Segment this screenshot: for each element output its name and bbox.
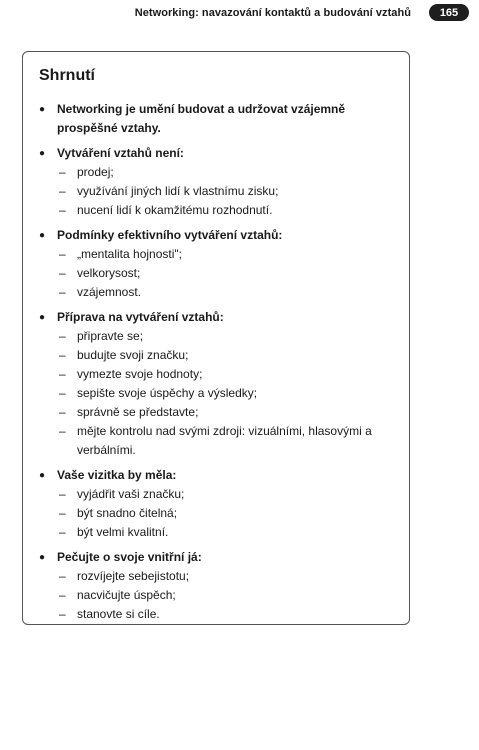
list-item-text: být snadno čitelná; — [77, 506, 178, 520]
list-item-text: mějte kontrolu nad svými zdroji: vizuálními, hlasovými a verbálními. — [77, 424, 372, 457]
list-item — [39, 264, 395, 283]
list-item-text: rozvíjejte sebejistotu; — [77, 569, 190, 583]
list-item — [39, 504, 395, 523]
section-heading-row — [39, 466, 395, 485]
dash-icon: – — [59, 405, 66, 419]
list-item-text: budujte svoji značku; — [77, 348, 189, 362]
list-item — [39, 485, 395, 504]
list-item — [39, 365, 395, 384]
list-item — [39, 201, 395, 220]
summary-section — [39, 548, 395, 624]
list-item-text: sepište svoje úspěchy a výsledky; — [77, 386, 258, 400]
bullet-icon: ● — [39, 104, 46, 115]
summary-section — [39, 100, 395, 138]
sub-list — [39, 485, 395, 542]
bullet-icon: ● — [39, 148, 46, 159]
list-item — [39, 605, 395, 624]
dash-icon: – — [59, 607, 66, 621]
dash-icon: – — [59, 329, 66, 343]
list-item-text: stanovte si cíle. — [77, 607, 160, 621]
section-heading-row — [39, 308, 395, 327]
list-item — [39, 403, 395, 422]
dash-icon: – — [59, 487, 66, 501]
dash-icon: – — [59, 506, 66, 520]
dash-icon: – — [59, 367, 66, 381]
list-item-text: nucení lidí k okamžitému rozhodnutí. — [77, 203, 273, 217]
sub-list — [39, 245, 395, 302]
bullet-icon: ● — [39, 470, 46, 481]
bullet-icon: ● — [39, 552, 46, 563]
page-number-badge: 165 — [429, 4, 469, 21]
dash-icon: – — [59, 266, 66, 280]
dash-icon: – — [59, 165, 66, 179]
summary-section — [39, 144, 395, 220]
list-item — [39, 384, 395, 403]
section-heading: Podmínky efektivního vytváření vztahů: — [57, 228, 283, 242]
section-heading: Příprava na vytváření vztahů: — [57, 310, 224, 324]
summary-title: Shrnutí — [39, 67, 95, 84]
summary-section — [39, 226, 395, 302]
list-item-text: nacvičujte úspěch; — [77, 588, 176, 602]
section-heading: Vytváření vztahů není: — [57, 146, 184, 160]
list-item-text: vymezte svoje hodnoty; — [77, 367, 203, 381]
section-heading-row — [39, 144, 395, 163]
section-heading-row — [39, 548, 395, 567]
dash-icon: – — [59, 203, 66, 217]
section-heading: Networking je umění budovat a udržovat vzájemně prospěšné vztahy. — [57, 102, 346, 135]
list-item — [39, 346, 395, 365]
summary-section — [39, 308, 395, 460]
list-item-text: „mentalita hojnosti"; — [77, 247, 182, 261]
sub-list — [39, 327, 395, 460]
dash-icon: – — [59, 184, 66, 198]
list-item — [39, 245, 395, 264]
section-heading-row — [39, 226, 395, 245]
list-item-text: připravte se; — [77, 329, 144, 343]
list-item — [39, 182, 395, 201]
running-title: Networking: navazování kontaktů a budování vztahů — [134, 6, 411, 19]
dash-icon: – — [59, 525, 66, 539]
list-item-text: využívání jiných lidí k vlastnímu zisku; — [77, 184, 279, 198]
list-item — [39, 523, 395, 542]
list-item — [39, 567, 395, 586]
bullet-icon: ● — [39, 230, 46, 241]
list-item — [39, 327, 395, 346]
list-item-text: správně se představte; — [77, 405, 199, 419]
list-item-text: vyjádřit vaši značku; — [77, 487, 185, 501]
list-item — [39, 586, 395, 605]
list-item-text: velkorysost; — [77, 266, 141, 280]
summary-box — [22, 51, 410, 625]
section-heading: Vaše vizitka by měla: — [57, 468, 177, 482]
list-item-text: prodej; — [77, 165, 114, 179]
sub-list — [39, 163, 395, 220]
dash-icon: – — [59, 348, 66, 362]
dash-icon: – — [59, 588, 66, 602]
list-item — [39, 283, 395, 302]
summary-section — [39, 466, 395, 542]
sub-list — [39, 567, 395, 624]
list-item-text: být velmi kvalitní. — [77, 525, 169, 539]
section-heading-row — [39, 100, 395, 138]
list-item — [39, 163, 395, 182]
dash-icon: – — [59, 569, 66, 583]
dash-icon: – — [59, 424, 66, 438]
dash-icon: – — [59, 386, 66, 400]
section-heading: Pečujte o svoje vnitřní já: — [57, 550, 202, 564]
dash-icon: – — [59, 247, 66, 261]
list-item — [39, 422, 395, 460]
running-header — [135, 4, 469, 21]
list-item-text: vzájemnost. — [77, 285, 142, 299]
dash-icon: – — [59, 285, 66, 299]
bullet-icon: ● — [39, 312, 46, 323]
